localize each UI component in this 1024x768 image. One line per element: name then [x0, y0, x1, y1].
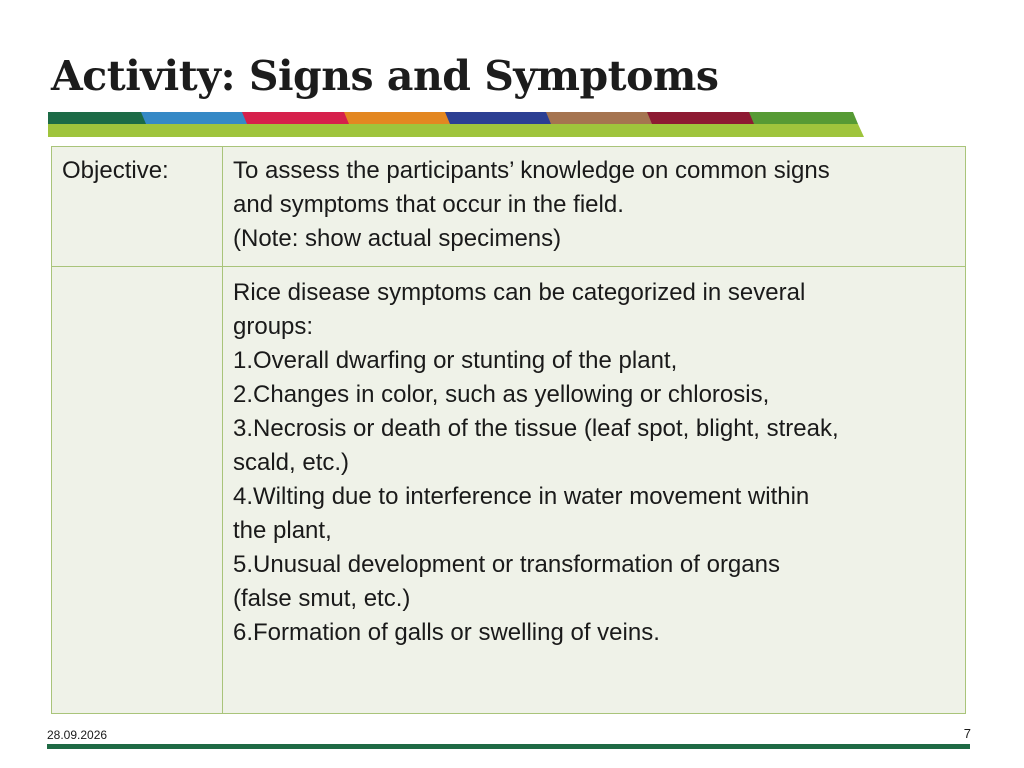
- page-number: 7: [963, 726, 971, 741]
- band-segment-lime: [48, 124, 864, 137]
- symptom-list-item: 5.Unusual development or transformation of organs: [233, 551, 780, 578]
- symptom-list-item: 1.Overall dwarfing or stunting of the plant,: [233, 347, 678, 374]
- symptoms-intro-line: groups:: [233, 313, 314, 340]
- band-segment-maroon: [647, 112, 756, 124]
- symptom-list-item: 6.Formation of galls or swelling of veins.: [233, 619, 660, 646]
- objective-line: (Note: show actual specimens): [233, 225, 562, 252]
- symptoms-description-cell: [223, 267, 966, 714]
- objective-label-cell: [52, 147, 223, 267]
- symptoms-intro-line: Rice disease symptoms can be categorized in several: [233, 279, 806, 306]
- table-row-objective: [52, 147, 966, 267]
- band-segment-navy: [445, 112, 553, 124]
- symptom-list-item-continuation: (false smut, etc.): [233, 585, 411, 612]
- symptom-list-item-continuation: the plant,: [233, 517, 332, 544]
- symptom-list-item: 3.Necrosis or death of the tissue (leaf spot, blight, streak,: [233, 415, 839, 442]
- symptoms-label: [52, 267, 222, 274]
- color-band-decoration: [48, 112, 864, 137]
- symptom-list-item: 4.Wilting due to interference in water movement within: [233, 483, 810, 510]
- objective-label: Objective:: [62, 157, 169, 184]
- objective-line: To assess the participants’ knowledge on common signs: [233, 157, 830, 184]
- objective-line: and symptoms that occur in the field.: [233, 191, 624, 218]
- band-segment-blue: [141, 112, 249, 124]
- band-segment-brown: [546, 112, 654, 124]
- activity-table: [51, 146, 966, 714]
- band-segment-green: [749, 112, 858, 124]
- slide-title: Activity: Signs and Symptoms: [51, 52, 719, 100]
- footer-date: 28.09.2026: [47, 728, 108, 742]
- footer-divider: [47, 744, 970, 749]
- symptoms-label-cell: [52, 267, 223, 714]
- band-segment-orange: [344, 112, 452, 124]
- symptom-list-item: 2.Changes in color, such as yellowing or chlorosis,: [233, 381, 770, 408]
- table-row-symptoms: [52, 267, 966, 714]
- symptom-list-item-continuation: scald, etc.): [233, 449, 350, 476]
- objective-description-cell: [223, 147, 966, 267]
- band-segment-green-dark: [48, 112, 148, 124]
- band-segment-red: [242, 112, 351, 124]
